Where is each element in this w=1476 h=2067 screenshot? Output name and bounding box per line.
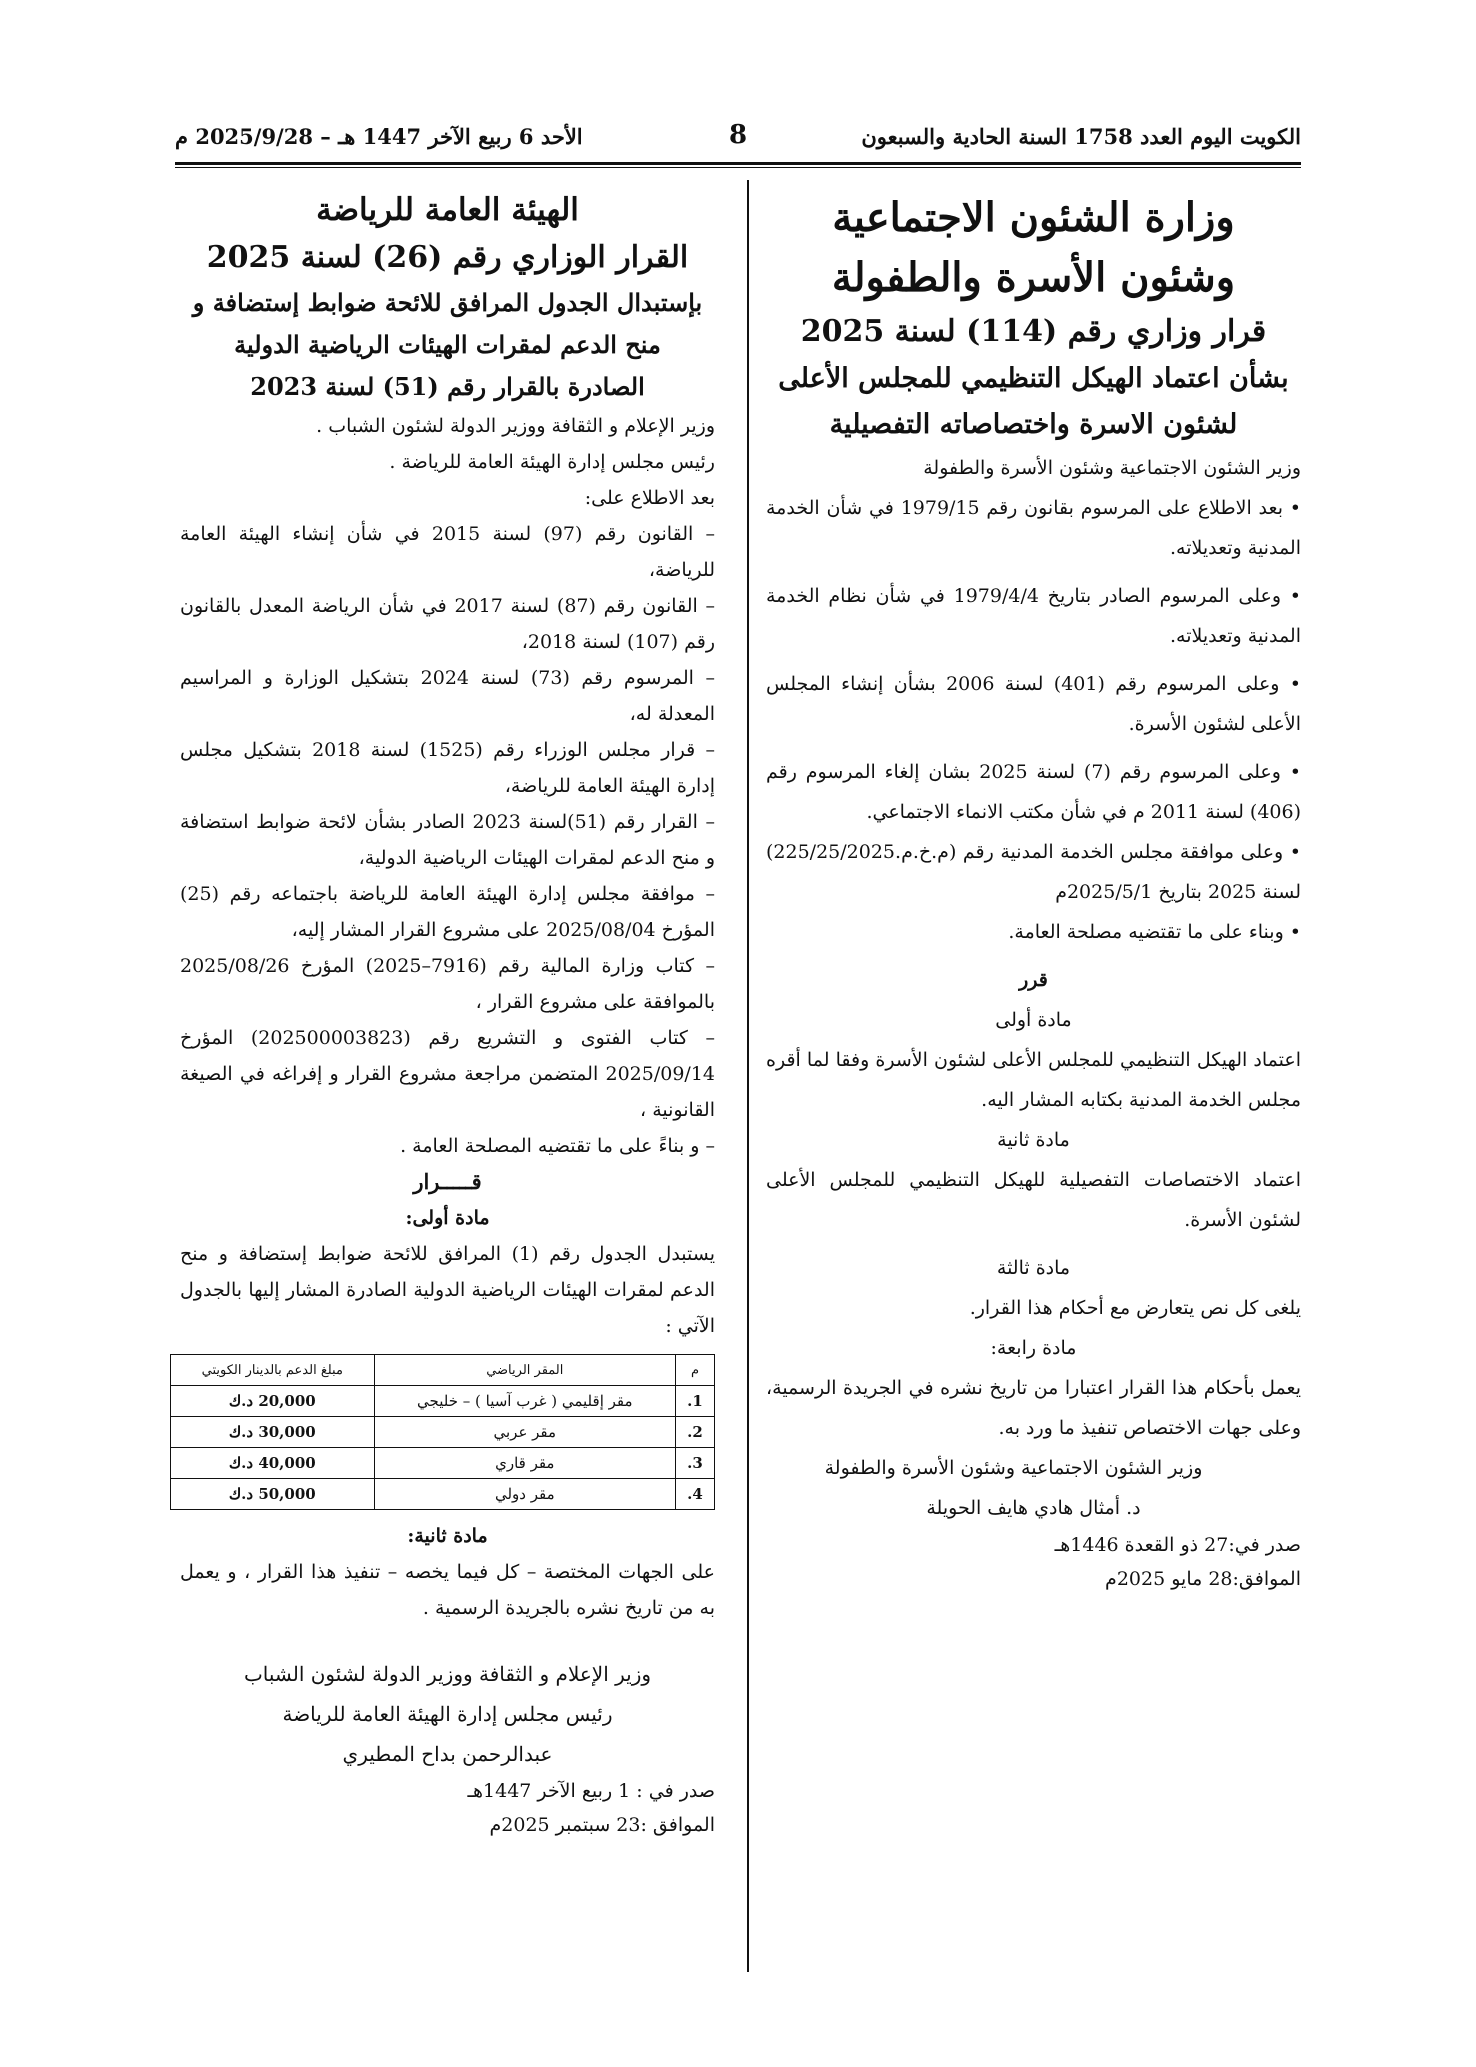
table-cell: 1.: [676, 1386, 715, 1417]
support-amounts-table: [170, 1354, 715, 1510]
page-header: [175, 118, 1301, 158]
preamble-item: – كتاب الفتوى و التشريع رقم (202500003823) المؤرخ 2025/09/14 المتضمن مراجعة مشروع القرار و إفراغه في الصيغة القانونية ،: [180, 1027, 715, 1121]
table-cell: 40,000 د.ك: [171, 1448, 375, 1479]
signature-name: د. أمثال هادي هايف الحويلة: [926, 1497, 1141, 1519]
table-cell: 3.: [676, 1448, 715, 1479]
signature-title: وزير الشئون الاجتماعية وشئون الأسرة والطفولة: [824, 1457, 1203, 1479]
article-text: اعتماد الهيكل التنظيمي للمجلس الأعلى لشئون الأسرة وفقا لما أقره مجلس الخدمة المدنية بكتابه المشار اليه.: [766, 1049, 1301, 1111]
decree-title: القرار الوزاري رقم (26) لسنة 2025: [206, 240, 689, 275]
article-heading: مادة أولى: [995, 1009, 1072, 1031]
article-heading: مادة ثالثة: [996, 1257, 1071, 1279]
issued-hijri: صدر في:27 ذو القعدة 1446هـ: [1054, 1534, 1301, 1556]
table-header-cell: م: [676, 1355, 715, 1386]
article-heading: مادة رابعة:: [990, 1337, 1077, 1359]
right-column-article: [766, 180, 1301, 1596]
header-date: الأحد 6 ربيع الآخر 1447 هـ – 2025/9/28 م: [175, 124, 583, 149]
decree-subject-line2: لشئون الاسرة واختصاصاته التفصيلية: [829, 409, 1238, 440]
ministry-title-line1: وزارة الشئون الاجتماعية: [832, 194, 1235, 241]
preamble-item: – القانون رقم (87) لسنة 2017 في شأن الرياضة المعدل بالقانون رقم (107) لسنة 2018،: [180, 595, 715, 653]
issued-gregorian: الموافق :23 سبتمبر 2025م: [489, 1814, 715, 1836]
article-heading: مادة ثانية: [997, 1129, 1070, 1151]
table-row: [171, 1386, 715, 1417]
decree-subject-line1: بشأن اعتماد الهيكل التنظيمي للمجلس الأعلى: [778, 363, 1289, 394]
signature-name: عبدالرحمن بداح المطيري: [342, 1742, 553, 1766]
preamble-item: – قرار مجلس الوزراء رقم (1525) لسنة 2018 بتشكيل مجلس إدارة الهيئة العامة للرياضة،: [180, 739, 716, 797]
decided-label: قـــــرار: [413, 1169, 482, 1194]
preamble-item: • وعلى المرسوم رقم (7) لسنة 2025 بشان إلغاء المرسوم رقم (406) لسنة 2011 م في شأن مكتب الانماء الاجتماعي.: [766, 761, 1301, 823]
table-cell: 30,000 د.ك: [171, 1417, 375, 1448]
left-column-article: [180, 180, 715, 1842]
preamble-item: – القرار رقم (51)لسنة 2023 الصادر بشأن لائحة ضوابط استضافة و منح الدعم لمقرات الهيئات الرياضية الدولية،: [180, 811, 715, 869]
table-cell: 50,000 د.ك: [171, 1479, 375, 1510]
table-cell: مقر دولي: [374, 1479, 675, 1510]
issued-gregorian: الموافق:28 مايو 2025م: [1105, 1568, 1301, 1590]
table-cell: 2.: [676, 1417, 715, 1448]
issued-hijri: صدر في : 1 ربيع الآخر 1447هـ: [467, 1780, 715, 1802]
preamble-item: – القانون رقم (97) لسنة 2015 في شأن إنشاء الهيئة العامة للرياضة،: [180, 523, 715, 581]
after-review-label: بعد الاطلاع على:: [584, 487, 715, 509]
article-text: يستبدل الجدول رقم (1) المرافق للائحة ضوابط إستضافة و منح الدعم لمقرات الهيئات الرياضية الدولية الصادرة المشار إليها بالجدول الآتي :: [180, 1243, 715, 1337]
preamble-item: – المرسوم رقم (73) لسنة 2024 بتشكيل الوزارة و المراسيم المعدلة له،: [180, 667, 716, 725]
table-cell: 20,000 د.ك: [171, 1386, 375, 1417]
table-cell: مقر عربي: [374, 1417, 675, 1448]
article-text: يعمل بأحكام هذا القرار اعتبارا من تاريخ نشره في الجريدة الرسمية، وعلى جهات الاختصاص تنفيذ ما ورد به.: [766, 1377, 1301, 1439]
issuer-line: وزير الإعلام و الثقافة ووزير الدولة لشئون الشباب .: [316, 415, 715, 437]
article-heading: مادة ثانية:: [407, 1525, 488, 1547]
column-divider: [747, 180, 749, 1972]
preamble-item: • وعلى المرسوم رقم (401) لسنة 2006 بشأن إنشاء المجلس الأعلى لشئون الأسرة.: [766, 673, 1302, 735]
ministry-title-line2: وشئون الأسرة والطفولة: [831, 254, 1236, 301]
decree-subject-line1: بإستبدال الجدول المرافق للائحة ضوابط إستضافة و: [192, 288, 703, 317]
article-text: على الجهات المختصة – كل فيما يخصه – تنفيذ هذا القرار ، و يعمل به من تاريخ نشره بالجريدة الرسمية .: [180, 1561, 715, 1619]
table-header-cell: مبلغ الدعم بالدينار الكويتي: [171, 1355, 375, 1386]
signature-line: وزير الإعلام و الثقافة ووزير الدولة لشئون الشباب: [243, 1662, 652, 1686]
decided-label: قرر: [1019, 969, 1048, 991]
decree-subject-line2: منح الدعم لمقرات الهيئات الرياضية الدولية: [234, 330, 661, 359]
article-heading: مادة أولى:: [405, 1207, 490, 1229]
table-cell: مقر إقليمي ( غرب آسيا ) – خليجي: [374, 1386, 675, 1417]
table-row: [171, 1479, 715, 1510]
header-issue-info: الكويت اليوم العدد 1758 السنة الحادية والسبعون: [861, 124, 1301, 149]
table-header-row: [171, 1355, 715, 1386]
header-rule: [175, 162, 1301, 165]
decree-subject-line3: الصادرة بالقرار رقم (51) لسنة 2023: [250, 372, 645, 401]
preamble-item: – كتاب وزارة المالية رقم (7916–2025) المؤرخ 2025/08/26 بالموافقة على مشروع القرار ،: [180, 955, 715, 1013]
signature-line: رئيس مجلس إدارة الهيئة العامة للرياضة: [282, 1702, 613, 1726]
table-cell: مقر قاري: [374, 1448, 675, 1479]
preamble-item: – موافقة مجلس إدارة الهيئة العامة للرياضة باجتماعه رقم (25) المؤرخ 2025/08/04 على مشروع القرار المشار إليه،: [180, 883, 715, 941]
preamble-item: – و بناءً على ما تقتضيه المصلحة العامة .: [400, 1135, 715, 1157]
preamble-item: • وبناء على ما تقتضيه مصلحة العامة.: [1008, 921, 1301, 943]
preamble-item: • وعلى موافقة مجلس الخدمة المدنية رقم (م.خ.م.225/25/2025) لسنة 2025 بتاريخ 2025/5/1م: [766, 841, 1301, 903]
authority-title: الهيئة العامة للرياضة: [316, 192, 579, 228]
issuer-line: رئيس مجلس إدارة الهيئة العامة للرياضة .: [389, 451, 715, 473]
article-text: اعتماد الاختصاصات التفصيلية للهيكل التنظيمي للمجلس الأعلى لشئون الأسرة.: [766, 1169, 1301, 1231]
table-row: [171, 1448, 715, 1479]
table-header-cell: المقر الرياضي: [374, 1355, 675, 1386]
issuer: وزير الشئون الاجتماعية وشئون الأسرة والطفولة: [923, 457, 1301, 479]
header-rule-thin: [175, 167, 1301, 168]
preamble-item: • بعد الاطلاع على المرسوم بقانون رقم 1979/15 في شأن الخدمة المدنية وتعديلاته.: [766, 497, 1301, 559]
table-row: [171, 1417, 715, 1448]
table-cell: 4.: [676, 1479, 715, 1510]
preamble-item: • وعلى المرسوم الصادر بتاريخ 1979/4/4 في شأن نظام الخدمة المدنية وتعديلاته.: [766, 585, 1301, 647]
header-page-number: 8: [728, 120, 748, 150]
decree-title: قرار وزاري رقم (114) لسنة 2025: [800, 314, 1267, 349]
article-text: يلغى كل نص يتعارض مع أحكام هذا القرار.: [969, 1297, 1301, 1319]
